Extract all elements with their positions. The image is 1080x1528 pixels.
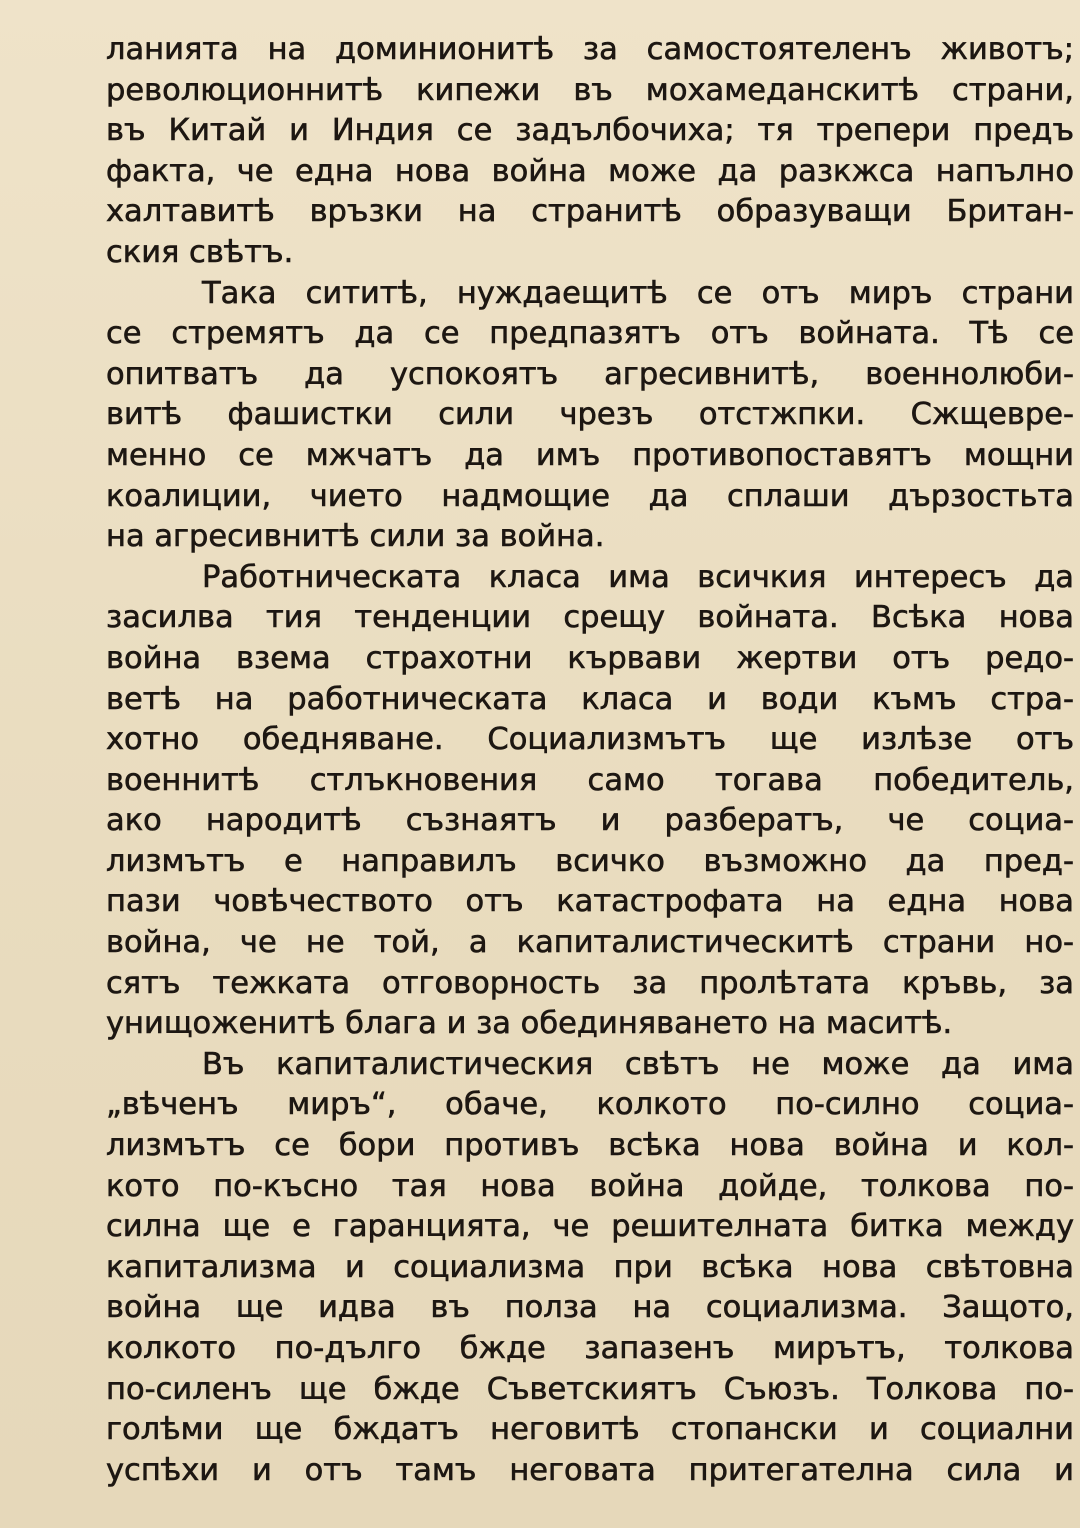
text-line: по-силенъ ще бжде Съветскиятъ Съюзъ. Толкова по- [106, 1371, 1074, 1407]
text-line: ветѣ на работническата класа и води къмъ стра- [106, 681, 1074, 717]
text-line: на агресивнитѣ сили за война. [106, 519, 605, 555]
text-line: хотно обедняване. Социализмътъ ще излѣзе отъ [106, 722, 1074, 758]
text-line: военнитѣ стлъкновения само тогава победитель, [106, 762, 1074, 798]
text-line: успѣхи и отъ тамъ неговата притегателна сила и [106, 1452, 1074, 1488]
text-line: опитватъ да успокоятъ агресивнитѣ, военнолюби- [106, 356, 1074, 392]
text-line: кото по-късно тая нова война дойде, толкова по- [106, 1168, 1074, 1204]
text-line: силна ще е гаранцията, че решителната битка между [106, 1209, 1074, 1245]
text-line: ланията на доминионитѣ за самостоятеленъ животъ; [106, 32, 1074, 67]
text-line: засилва тия тенденции срещу войната. Всѣка нова [106, 600, 1074, 636]
text-line: ския свѣтъ. [106, 234, 294, 270]
paragraph-first-line: Така сититѣ, нуждаещитѣ се отъ миръ страни [202, 275, 1074, 311]
text-line: лизмътъ се бори противъ всѣка нова война и кол- [106, 1128, 1074, 1164]
text-line: халтавитѣ връзки на странитѣ образуващи Британ- [106, 194, 1074, 230]
text-line: коалиции, чието надмощие да сплаши дързостьта [106, 478, 1074, 514]
text-line: „вѣченъ миръ“, обаче, колкото по-силно социа- [106, 1087, 1074, 1123]
paragraph-first-line: Работническата класа има всичкия интересъ да [202, 559, 1074, 595]
text-line: война, че не той, а капиталистическитѣ страни но- [106, 925, 1074, 961]
text-line: се стремятъ да се предпазятъ отъ войната. Тѣ се [106, 316, 1074, 352]
text-line: ако народитѣ съзнаятъ и разбератъ, че социа- [106, 803, 1074, 839]
text-line: колкото по-дълго бжде запазенъ мирътъ, толкова [106, 1331, 1074, 1366]
text-line: война ще идва въ полза на социализма. Защото, [106, 1290, 1074, 1326]
text-line: пази човѣчеството отъ катастрофата на една нова [106, 884, 1074, 920]
body-text [106, 30, 1074, 1491]
text-line: революционнитѣ кипежи въ мохамеданскитѣ страни, [106, 72, 1074, 108]
text-line: война взема страхотни кървави жертви отъ редо- [106, 640, 1074, 676]
paragraph-first-line: Въ капиталистическия свѣтъ не може да има [202, 1046, 1074, 1082]
text-line: голѣми ще бждатъ неговитѣ стопански и социални [106, 1412, 1074, 1448]
text-line: капитализма и социализма при всѣка нова свѣтовна [106, 1249, 1074, 1285]
text-line: лизмътъ е направилъ всичко възможно да пред- [106, 843, 1074, 879]
text-line: унищоженитѣ блага и за обединяването на маситѣ. [106, 1006, 953, 1042]
text-line: менно се мжчатъ да имъ противопоставятъ мощни [106, 437, 1074, 473]
text-line: факта, че една нова война може да разкжса напълно [106, 153, 1074, 189]
text-line: въ Китай и Индия се задълбочиха; тя трепери предъ [106, 113, 1074, 149]
text-line: витѣ фашистки сили чрезъ отстжпки. Сжщевре- [106, 397, 1074, 433]
text-line: сятъ тежката отговорность за пролѣтата кръвь, за [106, 965, 1074, 1001]
